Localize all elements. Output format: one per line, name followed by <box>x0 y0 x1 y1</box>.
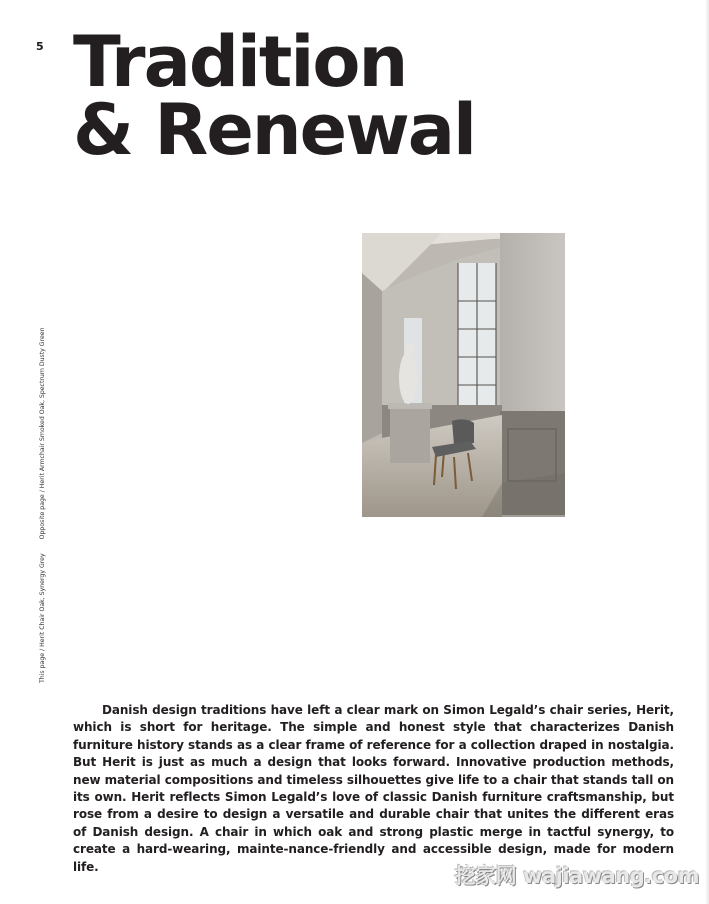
body-paragraph: Danish design traditions have left a clear mark on Simon Legald’s chair series, Herit, which is short for heritage. The simple and honest style that characterizes Danish furniture history stands as a clear frame of reference for a collection draped in nostalgia. But Herit is just as much a design that looks forward. Innovative production methods, new material compositions and timeless silhouettes give life to a chair that stands tall on its own. Herit reflects Simon Legald’s love of classic Danish furniture craftsmanship, but rose from a desire to design a versatile and durable chair that unites the different eras of Danish design. A chair in which oak and strong plastic merge in tactful synergy, to create a hard-wearing, mainte-nance-friendly and accessible design, made for modern life. <box>73 703 674 874</box>
caption-opposite-page: Opposite page / Herit Armchair Smoked Oak, Spectrum Dusty Green <box>39 327 46 540</box>
title-line-2: & Renewal <box>73 89 475 171</box>
page-edge <box>705 0 709 904</box>
photo-caption <box>39 263 46 683</box>
caption-this-page: This page / Herit Chair Oak, Synergy Grey <box>39 553 46 683</box>
photo-chair-room <box>362 233 565 517</box>
page-number: 5 <box>36 40 44 53</box>
watermark: 挖家网 wajiawang.com <box>454 864 699 888</box>
page-title <box>73 21 475 171</box>
title-line-1: Tradition <box>73 21 407 103</box>
